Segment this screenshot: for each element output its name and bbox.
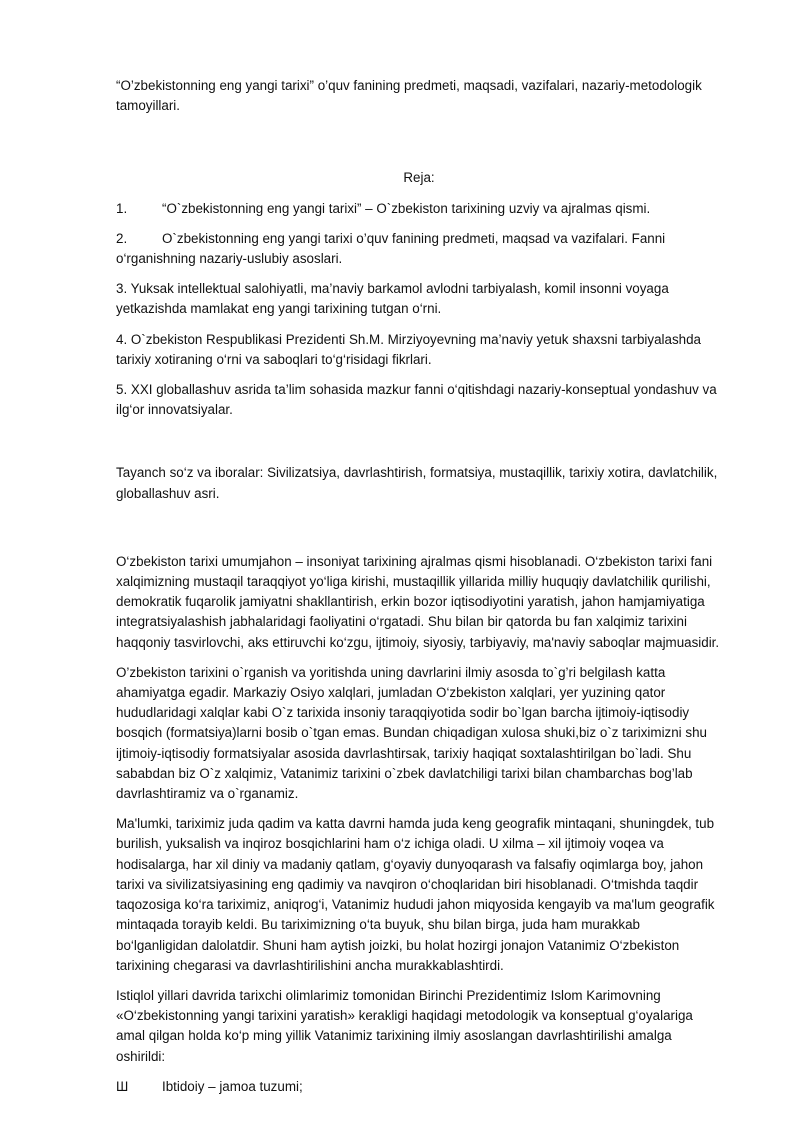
keywords-paragraph: Tayanch so‘z va iboralar: Sivilizatsiya, davrlashtirish, formatsiya, mustaqillik, tarixiy xotira, davlatchilik, globallashuv asri.	[116, 465, 718, 501]
document-body	[116, 76, 722, 1097]
body-paragraph-2: O’zbekiston tarixini o`rganish va yoritishda uning davrlarini ilmiy asosda to`g’ri belgilash katta ahamiyatga egadir. Markaziy Osiyo xalqlari, jumladan O‘zbekiston xalqlari, yer yuzining qator hududlaridagi xalqlar kabi O`z tarixida insoniy taraqqiyotida sodir bo`lgan barcha ijtimoiy-iqtisodiy bosqich (formatsiya)larni bosib o`tgan emas. Bundan chiqadigan xulosa shuki,biz o`z tariximizni shu ijtimoiy-iqtisodiy formatsiyalar asosida davrlashtirsak, tarixiy haqiqat soxtalashtirilgan bo`ladi. Shu sababdan biz O`z xalqimiz, Vatanimiz tarixini o`zbek davlatchiligi tarixi bilan chambarchas bog’lab davrlashtiramiz va o`rganamiz.	[116, 664, 707, 802]
plan-item-number: 2.	[116, 230, 128, 246]
bullet-mark: Ш	[116, 1078, 129, 1094]
plan-item-text: O`zbekistonning eng yangi tarixi o’quv fanining predmeti, maqsad va vazifalari. Fanni o‘rganishning nazariy-uslubiy asoslari.	[116, 230, 666, 267]
plan-item-1	[116, 199, 722, 219]
plan-item-4: 4. O`zbekiston Respublikasi Prezidenti Sh.M. Mirziyoyevning ma’naviy yetuk shaxsni tarbiyalashda tarixiy xotiraning o‘rni va saboqlari to‘g‘risidagi fikrlari.	[116, 331, 701, 367]
plan-item-3: 3. Yuksak intellektual salohiyatli, ma’naviy barkamol avlodni tarbiyalash, komil insonni voyaga yetkazishda mamlakat eng yangi tarixining tutgan o‘rni.	[116, 281, 669, 317]
body-paragraph-1: O‘zbekiston tarixi umumjahon – insoniyat tarixining ajralmas qismi hisoblanadi. O‘zbekiston tarixi fani xalqimizning mustaqil taraqqiyot yo‘liga kirishi, mustaqillik yillarida milliy huquqiy davlatchilik qurilishi, demokratik fuqarolik jamiyatni shakllantirish, erkin bozor iqtisodiyotini yaratish, jahon hamjamiyatiga integratsiyalashish jabhalaridagi faoliyatini o‘rgatadi. Shu bilan bir qatorda bu fan xalqimiz tarixini haqqoniy tasvirlovchi, aks ettiruvchi ko‘zgu, ijtimoiy, siyosiy, tarbiyaviy, ma'naviy saboqlar majmuasidir.	[116, 553, 720, 650]
bullet-item	[116, 1077, 722, 1097]
body-paragraph-4: Istiqlol yillari davrida tarixchi olimlarimiz tomonidan Birinchi Prezidentimiz Islom Karimovning «O‘zbekistonning yangi tarixini yaratish» kerakligi haqidagi metodologik va konseptual g‘oyalariga amal qilgan holda ko‘p ming yillik Vatanimiz tarixining ilmiy asoslangan davrlashtirilishi amalga oshirildi:	[116, 987, 693, 1064]
plan-item-text: “O`zbekistonning eng yangi tarixi” – O`zbekiston tarixining uzviy va ajralmas qismi.	[162, 200, 651, 216]
plan-item-number: 1.	[116, 200, 128, 216]
plan-item-2	[116, 229, 722, 269]
body-paragraph-3: Ma'lumki, tariximiz juda qadim va katta davrni hamda juda keng geografik mintaqani, shuningdek, tub burilish, yuksalish va inqiroz bosqichlarini ham o‘z ichiga oladi. U xilma – xil ijtimoiy voqea va hodisalarga, har xil diniy va madaniy qatlam, g‘oyaviy dunyoqarash va falsafiy oqimlarga boy, jahon tarixi va sivilizatsiyasining eng qadimiy va navqiron o‘choqlaridan biri hisoblanadi. O‘tmishda taqdir taqozosiga ko‘ra tariximiz, aniqrog‘i, Vatanimiz hududi jahon miqyosida kengayib va ma'lum geografik mintaqada torayib keldi. Bu tariximizning o‘ta buyuk, shu bilan birga, juda ham murakkab bo‘lganligidan dalolatdir. Shuni ham aytish joizki, bu holat hozirgi jonajon Vatanimiz O‘zbekiston tarixining chegarasi va davrlashtirilishini ancha murakkablashtirdi.	[116, 816, 715, 973]
document-title: “O’zbekistonning eng yangi tarixi” o’quv fanining predmeti, maqsadi, vazifalari, nazariy-metodologik tamoyillari.	[116, 78, 702, 114]
plan-item-5: 5. XXI globallashuv asrida ta’lim sohasida mazkur fanni o‘qitishdagi nazariy-konseptual yondashuv va ilg‘or innovatsiyalar.	[116, 382, 717, 418]
bullet-text: Ibtidoiy – jamoa tuzumi;	[162, 1078, 303, 1094]
plan-heading: Reja:	[403, 170, 435, 186]
